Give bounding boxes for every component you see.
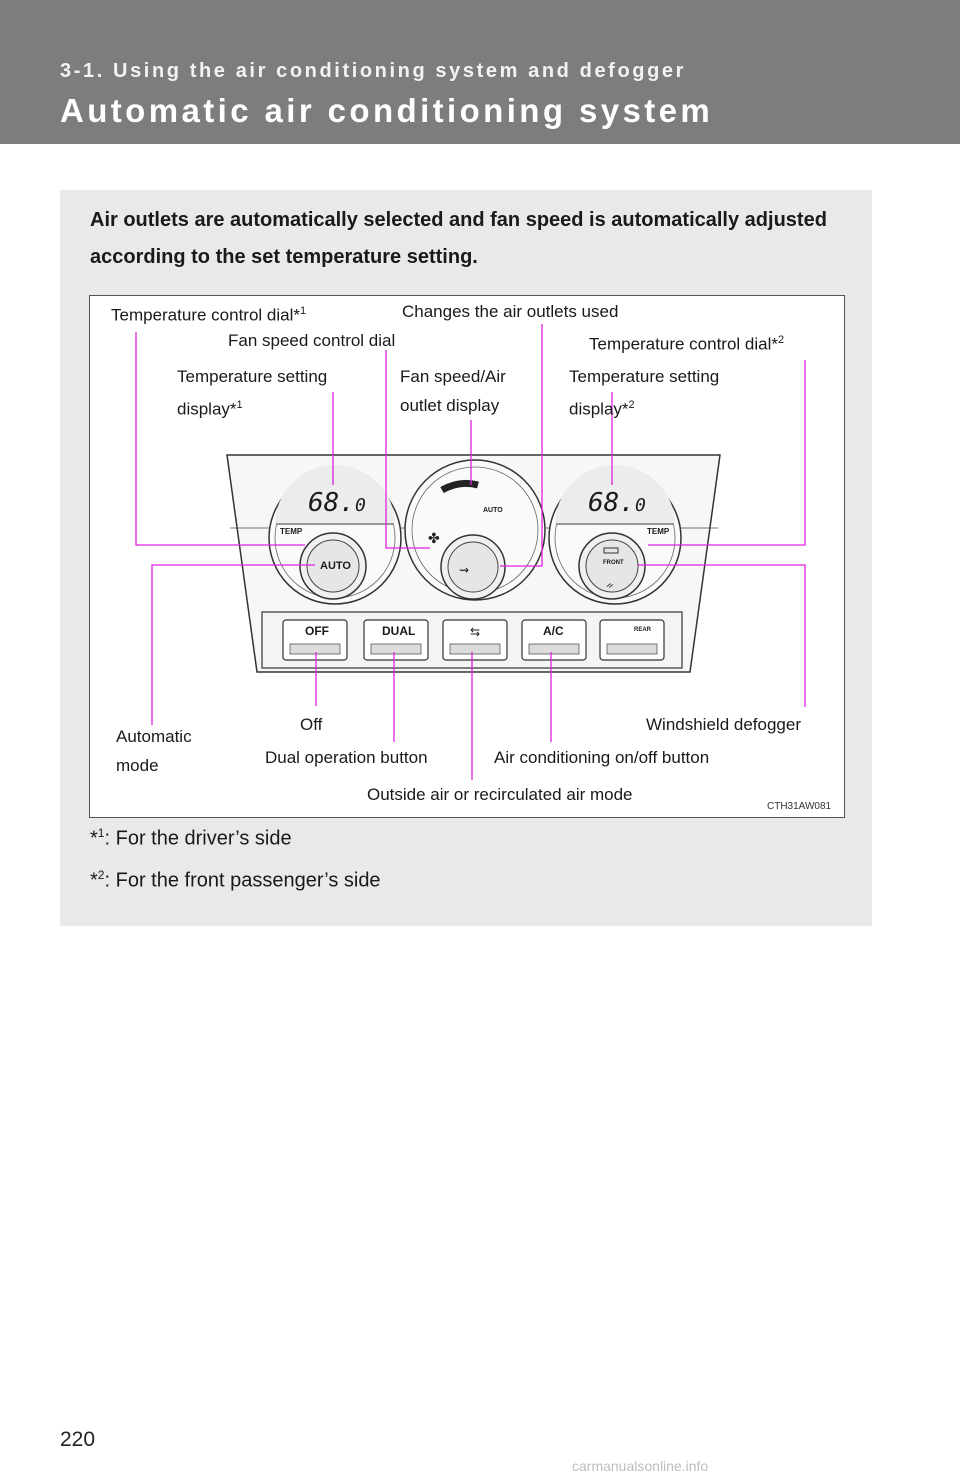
- callout-outside-air: Outside air or recirculated air mode: [367, 785, 633, 804]
- figure-code: CTH31AW081: [767, 801, 832, 812]
- ac-button[interactable]: A/C: [543, 624, 564, 638]
- callout-temp-display-1: Temperature setting display*$^1$: [177, 367, 328, 419]
- recirculate-icon: ⇆: [470, 625, 481, 639]
- dual-button[interactable]: DUAL: [382, 624, 416, 638]
- temp-label-left: TEMP: [280, 527, 303, 536]
- auto-indicator-label: AUTO: [483, 507, 503, 514]
- footnote-passenger: *$^2$: For the front passenger’s side: [90, 868, 381, 892]
- callout-ac-button: Air conditioning on/off button: [494, 748, 710, 767]
- callout-fan-speed-dial: Fan speed control dial: [228, 331, 396, 350]
- fan-icon: ✤: [428, 530, 440, 546]
- off-button[interactable]: OFF: [305, 624, 329, 638]
- callout-windshield-defogger: Windshield defogger: [646, 715, 801, 734]
- callout-temp-display-2: Temperature setting display*$^2$: [569, 367, 720, 419]
- callout-temp-dial-2: Temperature control dial*$^2$: [589, 334, 785, 354]
- callout-automatic-mode: Automatic mode: [116, 727, 192, 775]
- footnote-driver: *$^1$: For the driver’s side: [90, 826, 292, 850]
- air-outlet-icon: ⇝: [459, 563, 470, 577]
- callout-off: Off: [300, 715, 323, 734]
- temp-label-right: TEMP: [647, 527, 670, 536]
- intro-text: Air outlets are automatically selected and fan speed is automatically adjusted according to the set temperature setting.: [90, 209, 827, 268]
- front-defrost-label[interactable]: FRONT: [603, 560, 624, 566]
- center-fan-dial-assembly: [405, 460, 545, 600]
- left-temp-readout: 68.0: [308, 488, 366, 518]
- section-label: 3-1. Using the air conditioning system and defogger: [60, 60, 686, 82]
- callout-changes-outlets: Changes the air outlets used: [402, 302, 619, 321]
- page-number: 220: [60, 1428, 96, 1451]
- callout-temp-dial-1: Temperature control dial*$^1$: [111, 305, 307, 325]
- right-temp-readout: 68.0: [588, 488, 646, 518]
- page-title: Automatic air conditioning system: [60, 92, 714, 129]
- callout-dual-button: Dual operation button: [265, 748, 428, 767]
- watermark: carmanualsonline.info: [572, 1458, 709, 1474]
- defrost-icon: ᨀ: [606, 580, 615, 591]
- rear-defogger-label[interactable]: REAR: [634, 627, 652, 633]
- auto-knob-label[interactable]: AUTO: [320, 560, 351, 572]
- callout-fan-display: Fan speed/Air outlet display: [400, 367, 506, 415]
